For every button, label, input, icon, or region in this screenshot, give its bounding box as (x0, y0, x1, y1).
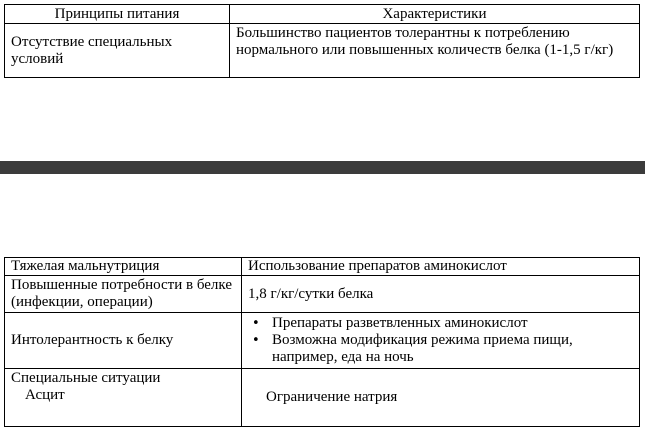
principle-no-special-conditions: Отсутствие специальных условий (5, 24, 230, 78)
principle-special-situations (5, 369, 242, 427)
header-characteristics: Характеристики (230, 5, 640, 24)
bullet-list (248, 315, 633, 366)
list-item: • Препараты разветвленных аминокислот (248, 315, 633, 332)
principle-protein-intolerance: Интолерантность к белку (5, 313, 242, 369)
ascites-label: Асцит (25, 387, 65, 403)
characteristic-sodium-restriction: Ограничение натрия (242, 369, 640, 427)
principle-increased-needs: Повышенные потребности в белке (инфекции, операции) (5, 276, 242, 313)
characteristic-protein-tolerance: Большинство пациентов толерантны к потреблению нормального или повышенных количеств белка (1-1,5 г/кг) (230, 24, 640, 78)
list-item: • Возможна модификация режима приема пищи, например, еда на ночь (248, 332, 633, 366)
characteristic-amino-acids: Использование препаратов аминокислот (242, 258, 640, 276)
nutrition-principles-table-bottom (4, 257, 640, 427)
nutrition-principles-table-top (4, 4, 640, 78)
characteristic-protein-dose: 1,8 г/кг/сутки белка (242, 276, 640, 313)
characteristic-intolerance-bullets (242, 313, 640, 369)
principle-severe-malnutrition: Тяжелая мальнутриция (5, 258, 242, 276)
header-principles: Принципы питания (5, 5, 230, 24)
special-situations-label: Специальные ситуации (11, 370, 161, 386)
page-divider-bar (0, 161, 645, 174)
